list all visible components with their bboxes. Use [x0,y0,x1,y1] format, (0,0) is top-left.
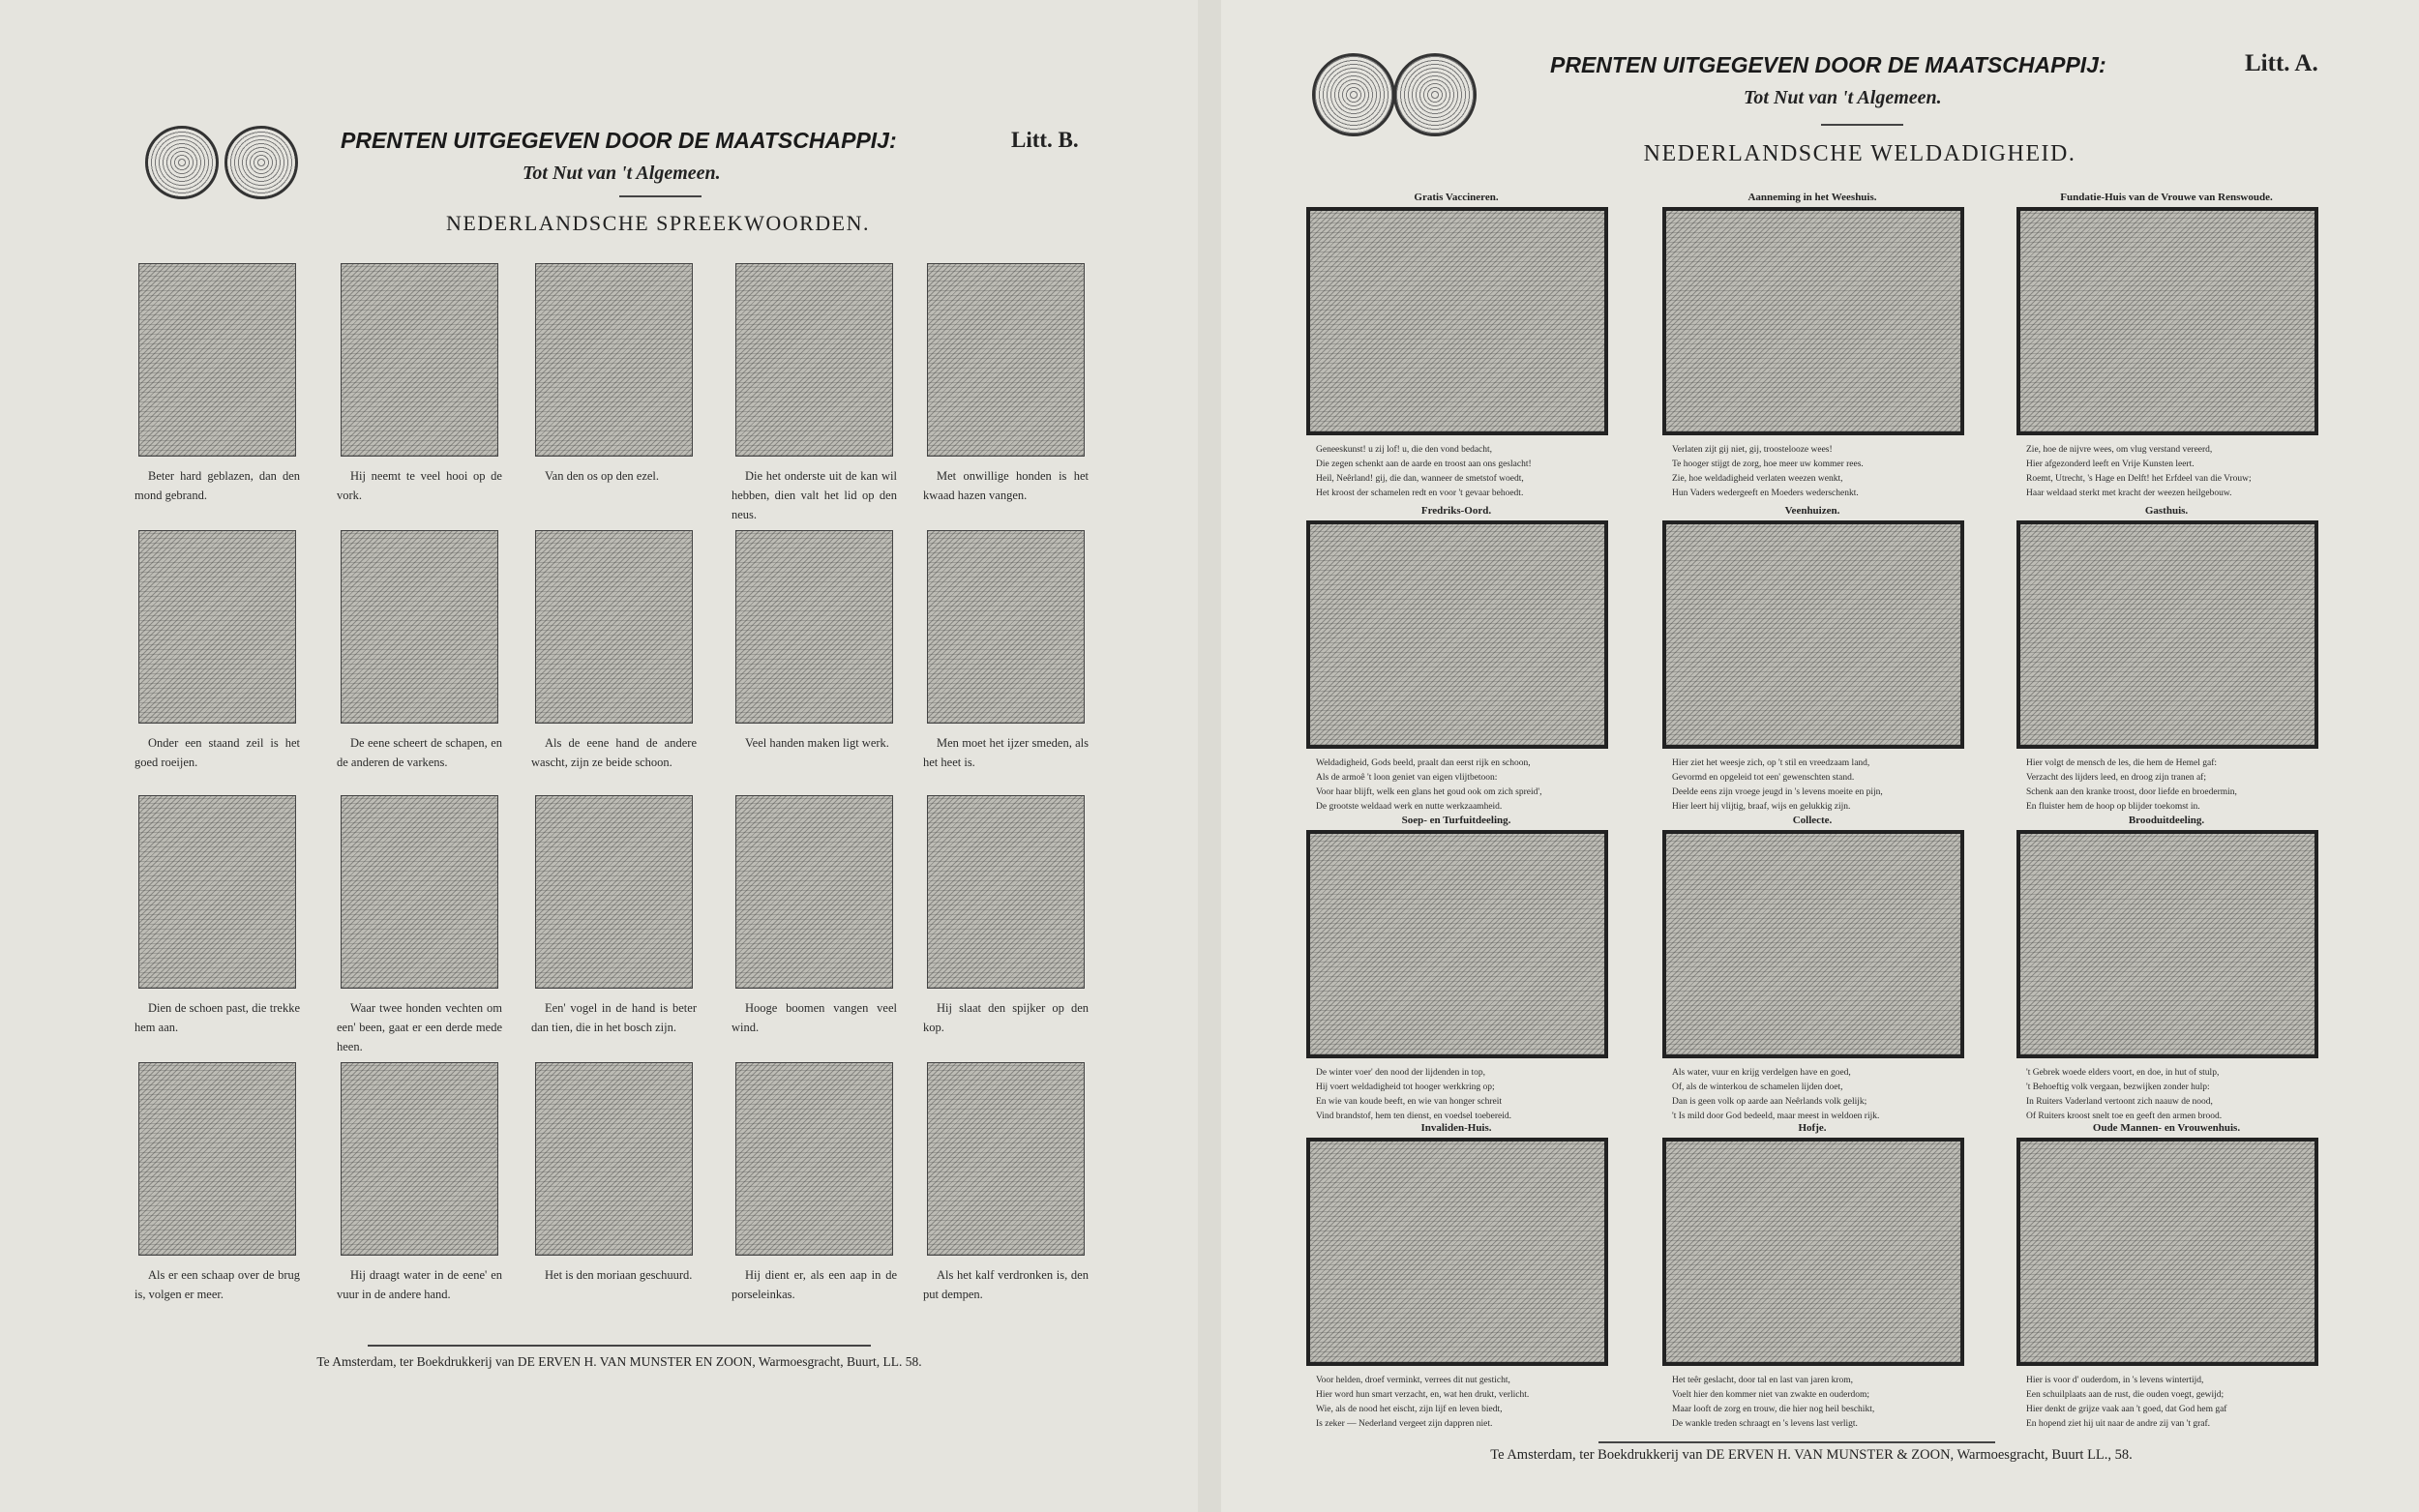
charity-engraving [2016,830,2318,1058]
proverb-caption: Van den os op den ezel. [545,469,660,483]
verse-line: Hun Vaders wedergeeft en Moeders wederschenkt. [1672,489,1859,498]
proverb-woodcut [138,795,296,989]
verse-line: Heil, Neêrland! gij, die dan, wanneer de smetstof woedt, [1316,474,1524,484]
proverb-caption: Als de eene hand de andere wascht, zijn ze beide schoon. [531,736,697,769]
verse-line: 't Gebrek woede elders voort, en doe, in hut of stulp, [2026,1068,2220,1078]
sheet-title: PRENTEN UITGEGEVEN DOOR DE MAATSCHAPPIJ: [1550,52,2106,77]
verse-line: Roemt, Utrecht, 's Hage en Delft! het Erfdeel van die Vrouw; [2026,474,2252,484]
verse-line: De winter voer' den nood der lijdenden in top, [1316,1068,1486,1078]
society-seal-icon [145,126,219,199]
verse-line: Verlaten zijt gij niet, gij, troostelooze wees! [1672,445,1833,455]
panel-title: Veenhuizen. [1784,505,1840,517]
proverb-woodcut [138,263,296,457]
charity-engraving [1306,520,1608,749]
proverb-woodcut [535,795,693,989]
proverb-caption: Beter hard geblazen, dan den mond gebrand. [134,469,300,502]
society-seal-icon [1312,53,1395,136]
proverb-caption: Hij slaat den spijker op den kop. [923,1001,1089,1034]
proverb-woodcut [927,1062,1085,1256]
charity-engraving [2016,1138,2318,1366]
proverb-caption: Waar twee honden vechten om een' been, gaat er een derde mede heen. [337,1001,502,1053]
left-print-sheet [0,0,1198,1512]
sheet-heading: NEDERLANDSCHE SPREEKWOORDEN. [446,211,870,235]
proverb-woodcut [927,795,1085,989]
proverb-woodcut [927,263,1085,457]
verse-line: Schenk aan den kranke troost, door liefde en broedermin, [2026,787,2237,797]
proverb-caption: Men moet het ijzer smeden, als het heet is. [923,736,1089,769]
printer-footer: Te Amsterdam, ter Boekdrukkerij van DE ERVEN H. VAN MUNSTER & ZOON, Warmoesgracht, Buurt LL., 58. [1490,1447,2133,1463]
proverb-caption: Die het onderste uit de kan wil hebben, dien valt het lid op den neus. [732,469,897,521]
proverb-woodcut [927,530,1085,724]
panel-title: Brooduitdeeling. [2128,815,2205,826]
divider [1598,1441,1995,1443]
proverb-woodcut [341,795,498,989]
verse-line: Haar weldaad sterkt met kracht der weezen heilgebouw. [2026,489,2232,498]
panel-title: Fredriks-Oord. [1420,505,1492,517]
panel-title: Fundatie-Huis van de Vrouwe van Renswoude. [2060,192,2273,203]
verse-line: Hier volgt de mensch de les, die hem de Hemel gaf: [2026,758,2218,768]
panel-title: Aanneming in het Weeshuis. [1747,192,1877,203]
panel-title: Hofje. [1798,1122,1827,1134]
charity-engraving [1306,1138,1608,1366]
verse-line: Het teêr geslacht, door tal en last van jaren krom, [1672,1376,1854,1385]
verse-line: En hopend ziet hij uit naar de andre zij van 't graf. [2026,1419,2211,1429]
proverb-woodcut [138,530,296,724]
verse-line: 't Is mild door God bedeeld, maar meest in weldoen rijk. [1672,1112,1880,1121]
verse-line: Deelde eens zijn vroege jeugd in 's levens moeite en pijn, [1672,787,1883,797]
sheet-heading: NEDERLANDSCHE WELDADIGHEID. [1643,141,2076,166]
proverb-woodcut [535,530,693,724]
divider [619,195,702,197]
charity-engraving [1306,830,1608,1058]
proverb-caption: Met onwillige honden is het kwaad hazen vangen. [923,469,1089,502]
verse-line: Weldadigheid, Gods beeld, praalt dan eerst rijk en schoon, [1316,758,1531,768]
proverb-woodcut [341,530,498,724]
verse-line: Verzacht des lijders leed, en droog zijn tranen af; [2026,773,2206,783]
printer-footer: Te Amsterdam, ter Boekdrukkerij van DE ERVEN H. VAN MUNSTER EN ZOON, Warmoesgracht, Buurt, LL. 58. [316,1354,922,1369]
proverb-woodcut [735,530,893,724]
panel-title: Oude Mannen- en Vrouwenhuis. [2092,1122,2241,1134]
charity-engraving [2016,520,2318,749]
verse-line: En wie van koude beeft, en wie van honger schreit [1316,1097,1503,1107]
panel-title: Gratis Vaccineren. [1414,192,1499,203]
wreath-seal-icon [1393,53,1477,136]
verse-line: Maar looft de zorg en trouw, die hier nog heil beschikt, [1672,1405,1875,1414]
verse-line: Of, als de winterkou de schamelen lijden doet, [1672,1082,1843,1092]
proverb-caption: Hij draagt water in de eene' en vuur in de andere hand. [337,1268,502,1301]
proverb-caption: Een' vogel in de hand is beter dan tien, die in het bosch zijn. [531,1001,697,1034]
verse-line: Voelt hier den kommer niet van zwakte en ouderdom; [1672,1390,1870,1400]
proverb-caption: Het is den moriaan geschuurd. [545,1268,693,1282]
verse-line: Wie, als de nood het eischt, zijn lijf en leven biedt, [1316,1405,1503,1414]
proverb-caption: Veel handen maken ligt werk. [745,736,889,750]
proverb-woodcut [341,1062,498,1256]
charity-engraving [1662,830,1964,1058]
verse-line: Hier leert hij vlijtig, braaf, wijs en gelukkig zijn. [1672,802,1851,812]
verse-line: Een schuilplaats aan de rust, die ouden voegt, gewijd; [2026,1390,2225,1400]
verse-line: Hier denkt de grijze vaak aan 't goed, dat God hem gaf [2026,1405,2227,1414]
charity-engraving [1662,1138,1964,1366]
litt-label: Litt. A. [2245,50,2318,76]
proverb-woodcut [138,1062,296,1256]
verse-line: Geneeskunst! u zij lof! u, die den vond bedacht, [1316,445,1493,455]
divider [1821,124,1903,126]
panel-title: Soep- en Turfuitdeeling. [1401,815,1511,826]
verse-line: Gevormd en opgeleid tot een' gewenschten stand. [1672,773,1855,783]
verse-line: Vind brandstof, hem ten dienst, en voedsel toebereid. [1316,1112,1512,1121]
verse-line: Hier ziet het weesje zich, op 't stil en vreedzaam land, [1672,758,1870,768]
proverb-woodcut [535,1062,693,1256]
verse-line: Hij voert weldadigheid tot hooger werkkring op; [1316,1082,1495,1092]
verse-line: Zie, hoe weldadigheid verlaten weezen wenkt, [1672,474,1843,484]
panel-title: Invaliden-Huis. [1420,1122,1492,1134]
charity-engraving [2016,207,2318,435]
verse-line: Of Ruiters kroost snelt toe en geeft den armen brood. [2026,1112,2223,1121]
verse-line: En fluister hem de hoop op blijder toekomst in. [2026,802,2200,812]
proverb-caption: De eene scheert de schapen, en de anderen de varkens. [337,736,502,769]
verse-line: Hier is voor d' ouderdom, in 's levens wintertijd, [2026,1376,2204,1385]
verse-line: Die zegen schenkt aan de aarde en troost aan ons geslacht! [1316,460,1532,469]
proverb-woodcut [341,263,498,457]
verse-line: Voor haar blijft, welk een glans het goud ook om zich spreid', [1316,787,1542,797]
charity-engraving [1662,207,1964,435]
proverb-caption: Hij dient er, als een aap in de porseleinkas. [732,1268,897,1301]
proverb-caption: Onder een staand zeil is het goed roeijen. [134,736,300,769]
proverb-caption: Hij neemt te veel hooi op de vork. [337,469,502,502]
proverb-woodcut [735,1062,893,1256]
sheet-subtitle: Tot Nut van 't Algemeen. [523,163,721,184]
panel-title: Gasthuis. [2144,505,2189,517]
charity-engraving [1662,520,1964,749]
verse-line: Te hooger stijgt de zorg, hoe meer uw kommer rees. [1672,460,1864,469]
proverb-caption: Dien de schoen past, die trekke hem aan. [134,1001,300,1034]
charity-engraving [1306,207,1608,435]
verse-line: Hier afgezonderd leeft en Vrije Kunsten leert. [2026,460,2195,469]
litt-label: Litt. B. [1011,128,1079,152]
verse-line: De wankle treden schraagt en 's levens last verligt. [1672,1419,1858,1429]
verse-line: 't Behoeftig volk vergaan, bezwijken zonder hulp: [2026,1082,2210,1092]
verse-line: Is zeker — Nederland vergeet zijn dappren niet. [1316,1419,1493,1429]
verse-line: Voor helden, droef verminkt, verrees dit nut gesticht, [1316,1376,1510,1385]
proverb-woodcut [735,795,893,989]
verse-line: Als de armoê 't loon geniet van eigen vlijtbetoon: [1316,773,1498,783]
verse-line: Hier word hun smart verzacht, en, wat hen drukt, verlicht. [1316,1390,1530,1400]
proverb-caption: Als er een schaap over de brug is, volgen er meer. [134,1268,300,1301]
proverb-woodcut [735,263,893,457]
sheet-title: PRENTEN UITGEGEVEN DOOR DE MAATSCHAPPIJ: [341,128,897,153]
sheet-subtitle: Tot Nut van 't Algemeen. [1744,87,1942,108]
verse-line: In Ruiters Vaderland vertoont zich naauw de nood, [2026,1097,2213,1107]
panel-title: Collecte. [1792,815,1833,826]
verse-line: De grootste weldaad werk en nutte werkzaamheid. [1316,802,1503,812]
wreath-seal-icon [224,126,298,199]
verse-line: Het kroost der schamelen redt en voor 't gevaar behoedt. [1316,489,1524,498]
verse-line: Zie, hoe de nijvre wees, om vlug verstand vereerd, [2026,445,2213,455]
divider [368,1345,871,1347]
verse-line: Als water, vuur en krijg verdelgen have en goed, [1672,1068,1851,1078]
right-print-sheet [1221,0,2419,1512]
verse-line: Dan is geen volk op aarde aan Neêrlands volk gelijk; [1672,1097,1867,1107]
proverb-woodcut [535,263,693,457]
proverb-caption: Hooge boomen vangen veel wind. [732,1001,897,1034]
proverb-caption: Als het kalf verdronken is, den put dempen. [923,1268,1089,1301]
